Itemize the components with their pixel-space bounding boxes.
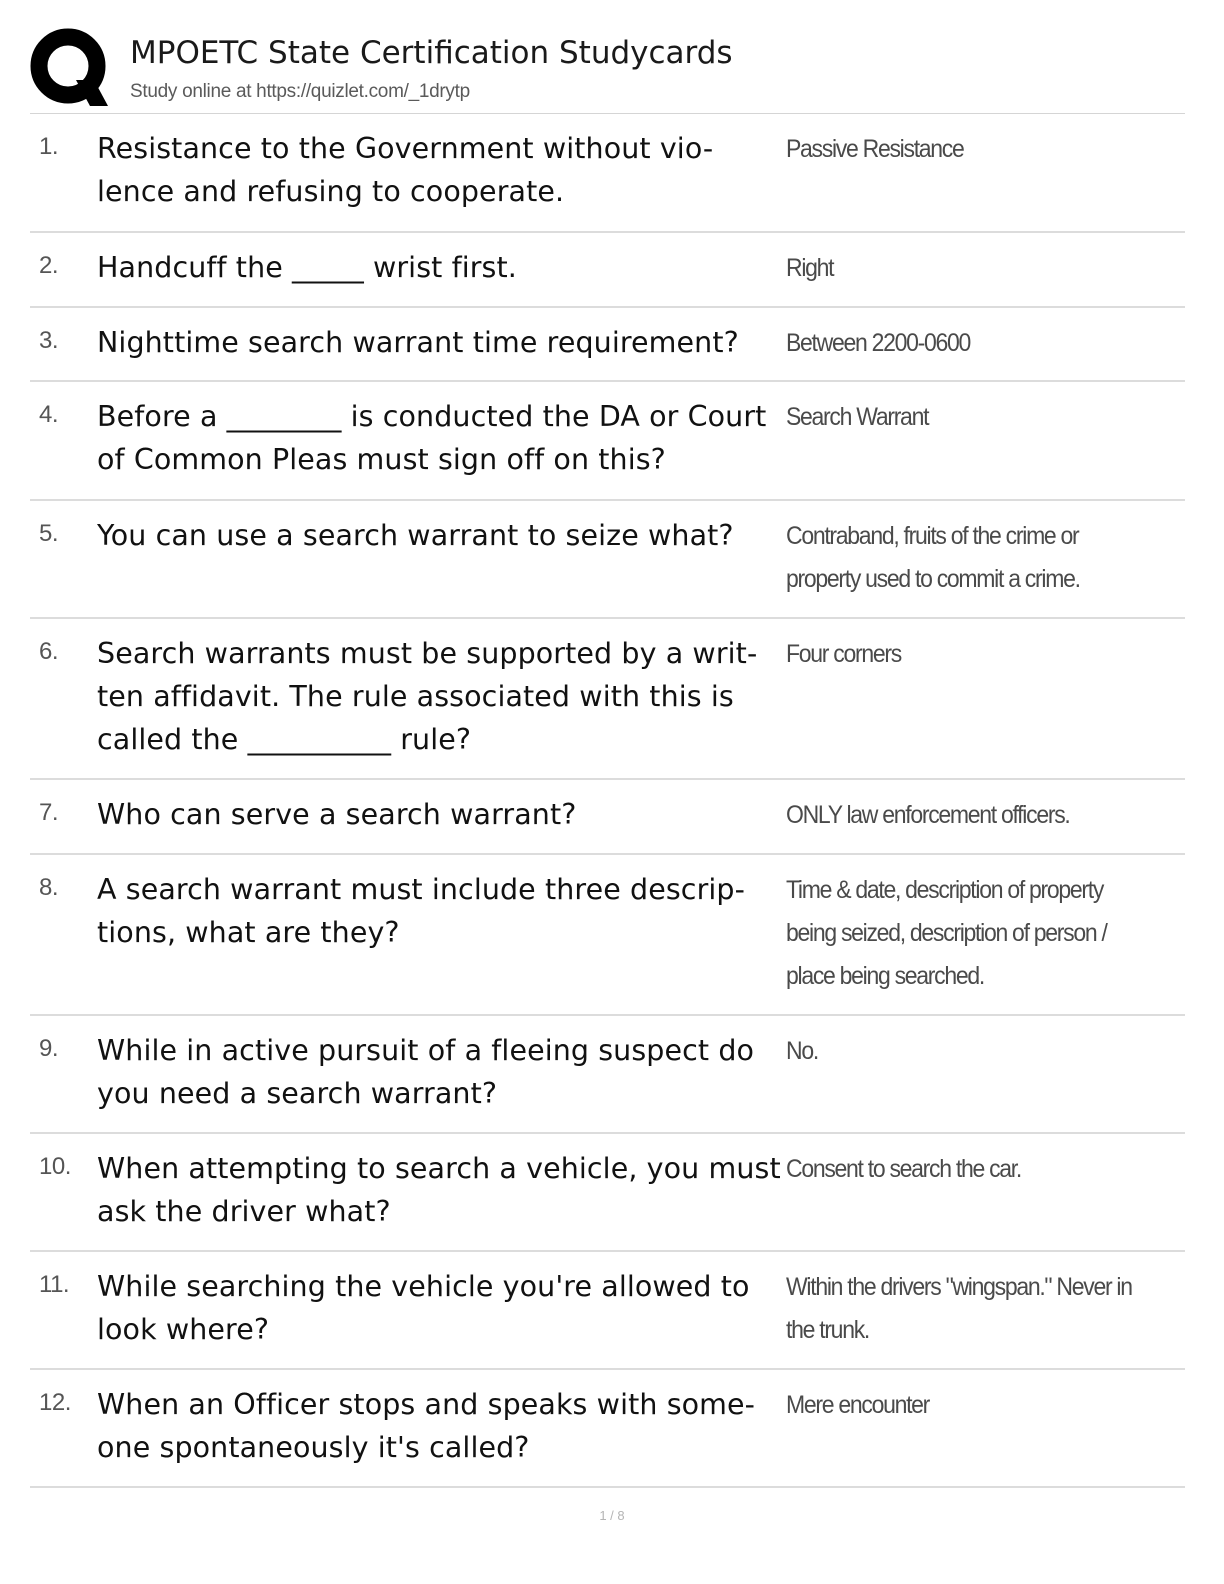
card-term: When attempting to search a vehicle, you must ask the driver what? <box>97 1152 781 1228</box>
card-number: 3. <box>39 327 59 354</box>
card-definition: Search Warrant <box>786 403 929 431</box>
card-term: Before a ________ is conducted the DA or Court of Common Pleas must sign off on this? <box>97 400 767 476</box>
studycard <box>30 855 1185 1016</box>
card-term: You can use a search warrant to seize what? <box>97 519 734 552</box>
studycard <box>30 114 1185 233</box>
card-number: 11. <box>39 1271 70 1298</box>
card-term: A search warrant must include three descrip- tions, what are they? <box>97 873 745 949</box>
page-number: 1 / 8 <box>599 1508 625 1523</box>
studycard <box>30 233 1185 308</box>
card-term: While in active pursuit of a fleeing suspect do you need a search warrant? <box>97 1034 755 1110</box>
card-definition: Time & date, description of property being seized, description of person / place being searched. <box>786 876 1107 990</box>
card-number: 8. <box>39 874 59 901</box>
page-title: MPOETC State Certification Studycards <box>130 35 733 71</box>
card-term: Handcuff the _____ wrist first. <box>97 251 517 284</box>
card-number: 9. <box>39 1035 59 1062</box>
card-number: 6. <box>39 638 59 665</box>
studycard <box>30 1252 1185 1370</box>
card-definition: Contraband, fruits of the crime or property used to commit a crime. <box>786 522 1080 593</box>
studycard <box>30 1134 1185 1252</box>
card-term: When an Officer stops and speaks with some- one spontaneously it's called? <box>97 1388 756 1464</box>
card-term: While searching the vehicle you're allowed to look where? <box>97 1270 750 1346</box>
header <box>30 28 1190 114</box>
card-definition: Passive Resistance <box>786 135 964 163</box>
studycard <box>30 1016 1185 1134</box>
studycard <box>30 382 1185 501</box>
studycard <box>30 501 1185 619</box>
studycard <box>30 1370 1185 1488</box>
card-number: 5. <box>39 520 59 547</box>
card-number: 12. <box>39 1389 71 1416</box>
card-term: Search warrants must be supported by a writ- ten affidavit. The rule associated with this is called the __________ rule? <box>97 637 758 756</box>
card-definition: ONLY law enforcement officers. <box>786 801 1070 829</box>
card-definition: Mere encounter <box>786 1391 930 1419</box>
card-number: 2. <box>39 252 59 279</box>
card-number: 1. <box>39 133 59 160</box>
card-definition: Within the drivers "wingspan." Never in the trunk. <box>786 1273 1132 1344</box>
card-definition: Consent to search the car. <box>786 1155 1022 1183</box>
card-definition: Between 2200-0600 <box>786 329 970 357</box>
card-number: 4. <box>39 401 59 428</box>
studycard <box>30 308 1185 382</box>
studycard <box>30 780 1185 855</box>
card-term: Resistance to the Government without vio- lence and refusing to cooperate. <box>97 132 714 208</box>
card-number: 7. <box>39 799 59 826</box>
card-term: Who can serve a search warrant? <box>97 798 577 831</box>
card-term: Nighttime search warrant time requirement? <box>97 326 739 359</box>
studycard-list <box>30 114 1185 1488</box>
card-definition: Right <box>786 254 834 282</box>
studycard <box>30 619 1185 780</box>
card-definition: Four corners <box>786 640 901 668</box>
quizlet-logo-icon <box>30 28 110 108</box>
card-number: 10. <box>39 1153 71 1180</box>
study-online-link[interactable]: Study online at https://quizlet.com/_1drytp <box>130 81 470 102</box>
card-definition: No. <box>786 1037 818 1065</box>
